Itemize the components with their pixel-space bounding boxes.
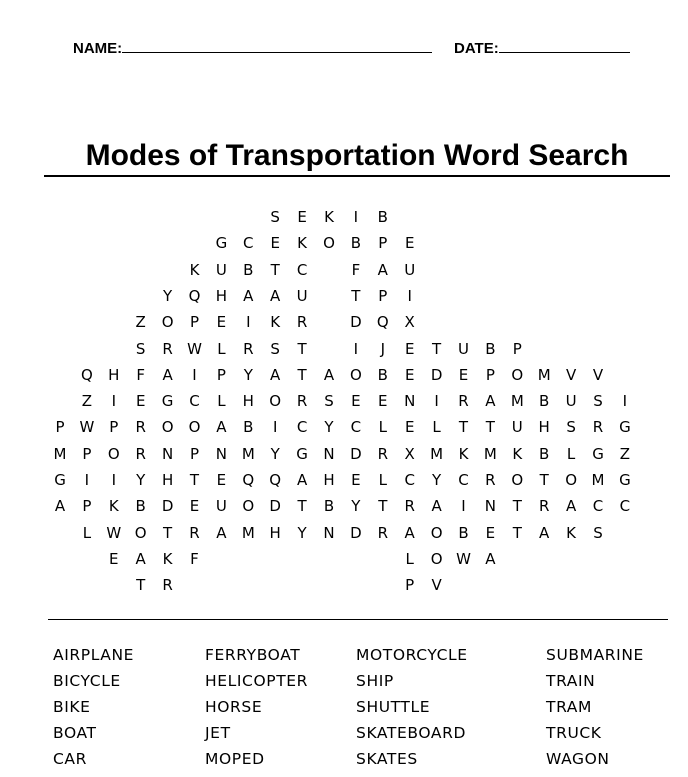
grid-letter[interactable]: O	[161, 313, 174, 332]
grid-letter[interactable]: I	[192, 365, 197, 384]
grid-letter[interactable]: K	[324, 208, 334, 226]
grid-letter[interactable]: M	[537, 365, 551, 384]
grid-letter[interactable]: S	[593, 392, 603, 411]
grid-letter[interactable]: N	[161, 444, 174, 463]
grid-letter[interactable]: C	[592, 497, 604, 516]
grid-letter[interactable]: M	[53, 444, 67, 463]
grid-letter[interactable]: M	[241, 444, 255, 463]
grid-letter[interactable]: M	[430, 444, 444, 463]
grid-letter[interactable]: S	[270, 208, 280, 226]
grid-letter[interactable]: C	[350, 418, 362, 437]
grid-letter[interactable]: D	[430, 365, 443, 384]
grid-letter[interactable]: L	[432, 418, 441, 437]
grid-letter[interactable]: C	[189, 392, 200, 411]
grid-letter[interactable]: K	[566, 523, 577, 542]
grid-letter[interactable]: L	[566, 444, 576, 463]
grid-letter[interactable]: D	[350, 313, 362, 332]
grid-letter[interactable]: O	[511, 471, 524, 489]
date-label: DATE:	[454, 38, 630, 57]
grid-letter[interactable]: K	[458, 444, 469, 463]
grid-letter[interactable]: T	[297, 497, 307, 516]
grid-letter[interactable]: R	[189, 523, 200, 542]
grid-letter[interactable]: R	[162, 339, 173, 358]
grid-letter[interactable]: F	[136, 365, 145, 384]
grid-letter[interactable]: I	[622, 392, 628, 411]
grid-letter[interactable]: T	[163, 523, 173, 542]
grid-letter[interactable]: E	[404, 339, 415, 358]
word-list-item: HORSE	[205, 698, 263, 716]
word-list-item: SHUTTLE	[356, 698, 431, 716]
grid-letter[interactable]: I	[407, 286, 412, 305]
grid-letter[interactable]: R	[296, 313, 308, 332]
grid-letter[interactable]: S	[270, 339, 280, 358]
grid-letter[interactable]: U	[458, 339, 469, 358]
grid-letter[interactable]: Q	[376, 313, 389, 332]
grid-letter[interactable]: W	[187, 339, 202, 358]
grid-letter[interactable]: R	[485, 471, 496, 489]
grid-letter[interactable]: N	[404, 392, 416, 411]
grid-letter[interactable]: G	[619, 471, 631, 489]
grid-letter[interactable]: H	[269, 523, 281, 542]
grid-letter[interactable]: R	[592, 418, 604, 437]
grid-letter[interactable]: C	[243, 234, 254, 253]
grid-letter[interactable]: A	[54, 497, 66, 516]
grid-letter[interactable]: Q	[269, 471, 282, 489]
grid-letter[interactable]: C	[404, 471, 415, 489]
grid-letter[interactable]: E	[458, 365, 469, 384]
grid-letter[interactable]: U	[511, 418, 523, 437]
grid-letter[interactable]: E	[485, 523, 496, 542]
word-list-item: TRAIN	[546, 672, 596, 690]
grid-letter[interactable]: O	[134, 523, 147, 542]
grid-letter[interactable]: A	[216, 418, 227, 437]
grid-letter[interactable]: N	[215, 444, 227, 463]
grid-letter[interactable]: A	[216, 523, 227, 542]
grid-letter[interactable]: E	[189, 497, 200, 516]
grid-letter[interactable]: P	[378, 286, 388, 305]
grid-letter[interactable]: I	[353, 208, 359, 226]
name-label: NAME:	[73, 38, 432, 57]
grid-letter[interactable]: P	[405, 576, 415, 595]
grid-letter[interactable]: Y	[351, 497, 361, 516]
grid-letter[interactable]: G	[296, 444, 308, 463]
grid-letter[interactable]: O	[161, 418, 174, 437]
word-list-item: SKATES	[356, 750, 418, 768]
grid-letter[interactable]: O	[430, 523, 443, 542]
grid-letter[interactable]: Y	[136, 471, 146, 489]
grid-letter[interactable]: S	[566, 418, 576, 437]
grid-letter[interactable]: A	[296, 471, 308, 489]
word-list-item: WAGON	[546, 750, 610, 768]
grid-letter[interactable]: Z	[619, 444, 631, 463]
grid-letter[interactable]: N	[484, 497, 496, 516]
grid-letter[interactable]: N	[323, 444, 335, 463]
grid-letter[interactable]: E	[404, 365, 415, 384]
grid-letter[interactable]: B	[539, 392, 550, 411]
grid-letter[interactable]: P	[55, 418, 65, 437]
grid-letter[interactable]: I	[461, 497, 466, 516]
word-list-item: AIRPLANE	[53, 646, 135, 664]
grid-letter[interactable]: W	[106, 523, 122, 542]
grid-letter[interactable]: U	[296, 286, 308, 305]
grid-letter[interactable]: O	[107, 444, 120, 463]
grid-letter[interactable]: O	[565, 471, 577, 489]
grid-letter[interactable]: R	[404, 497, 415, 516]
grid-letter[interactable]: D	[350, 523, 362, 542]
word-list-item: SHIP	[356, 672, 394, 690]
grid-letter[interactable]: T	[539, 471, 549, 489]
grid-letter[interactable]: R	[377, 523, 389, 542]
grid-letter[interactable]: O	[269, 392, 282, 411]
grid-letter[interactable]: R	[162, 576, 173, 595]
grid-letter[interactable]: L	[217, 339, 226, 358]
grid-letter[interactable]: H	[242, 392, 254, 411]
grid-letter[interactable]: B	[377, 365, 388, 384]
grid-letter[interactable]: H	[215, 286, 228, 305]
grid-letter[interactable]: B	[377, 208, 388, 226]
grid-letter[interactable]: N	[323, 523, 335, 542]
word-list-item: FERRYBOAT	[205, 646, 301, 664]
grid-letter[interactable]: P	[189, 444, 200, 463]
grid-letter[interactable]: B	[135, 497, 146, 516]
grid-letter[interactable]: X	[404, 313, 415, 332]
grid-letter[interactable]: P	[82, 444, 92, 463]
grid-letter[interactable]: L	[217, 392, 226, 411]
grid-letter[interactable]: U	[215, 497, 227, 516]
grid-letter[interactable]: W	[456, 549, 471, 568]
grid-letter[interactable]: Z	[135, 313, 146, 332]
grid-letter[interactable]: T	[297, 365, 307, 384]
grid-letter[interactable]: Z	[81, 392, 93, 411]
grid-letter[interactable]: T	[458, 418, 469, 437]
grid-letter[interactable]: K	[512, 444, 523, 463]
grid-letter[interactable]: B	[243, 260, 254, 279]
grid-letter[interactable]: C	[296, 418, 308, 437]
grid-letter[interactable]: Q	[242, 471, 255, 489]
grid-letter[interactable]: I	[434, 392, 439, 411]
word-list-item: SUBMARINE	[546, 646, 644, 664]
grid-letter[interactable]: V	[592, 365, 604, 384]
grid-letter[interactable]: D	[161, 497, 174, 516]
grid-letter[interactable]: C	[296, 260, 308, 279]
grid-letter[interactable]: A	[565, 497, 577, 516]
grid-letter[interactable]: I	[84, 471, 90, 489]
grid-letter[interactable]: M	[591, 471, 605, 489]
grid-letter[interactable]: U	[404, 260, 416, 279]
word-list-item: SKATEBOARD	[356, 724, 466, 742]
grid-letter[interactable]: S	[324, 392, 334, 411]
grid-letter[interactable]: A	[377, 260, 388, 279]
grid-letter[interactable]: E	[216, 313, 227, 332]
grid-letter[interactable]: O	[188, 418, 201, 437]
grid-letter[interactable]: M	[510, 392, 524, 411]
grid-letter[interactable]: T	[189, 471, 200, 489]
grid-letter[interactable]: A	[485, 392, 496, 411]
grid-letter[interactable]: R	[243, 339, 254, 358]
grid-letter[interactable]: A	[270, 286, 281, 305]
grid-letter[interactable]: B	[323, 497, 335, 516]
grid-letter[interactable]: L	[82, 523, 92, 542]
grid-letter[interactable]: E	[135, 392, 146, 411]
word-list-item: BOAT	[53, 724, 97, 742]
page-title: Modes of Transportation Word Search	[85, 139, 629, 172]
grid-letter[interactable]: K	[297, 234, 308, 253]
grid-letter[interactable]: E	[270, 234, 280, 253]
grid-letter[interactable]: A	[485, 549, 496, 568]
word-list-item: TRAM	[546, 698, 592, 716]
grid-letter[interactable]: H	[161, 471, 174, 489]
grid-letter[interactable]: U	[565, 392, 577, 411]
grid-letter[interactable]: P	[216, 365, 226, 384]
word-list-item: HELICOPTER	[205, 672, 309, 690]
grid-letter[interactable]: V	[565, 365, 577, 384]
grid-letter[interactable]: E	[216, 471, 227, 489]
grid-letter[interactable]: V	[431, 576, 442, 595]
grid-letter[interactable]: U	[215, 260, 227, 279]
grid-letter[interactable]: G	[161, 392, 174, 411]
grid-letter[interactable]: C	[458, 471, 469, 489]
word-list-item: JET	[205, 724, 231, 742]
grid-letter[interactable]: A	[162, 365, 173, 384]
grid-letter[interactable]: H	[108, 365, 120, 384]
grid-letter[interactable]: B	[243, 418, 254, 437]
grid-letter[interactable]: R	[538, 497, 550, 516]
grid-letter[interactable]: P	[485, 365, 495, 384]
grid-letter[interactable]: M	[483, 444, 497, 463]
grid-letter[interactable]: A	[431, 497, 442, 516]
grid-letter[interactable]: R	[377, 444, 389, 463]
grid-letter[interactable]: B	[350, 234, 362, 253]
grid-letter[interactable]: W	[79, 418, 95, 437]
grid-letter[interactable]: A	[135, 549, 146, 568]
grid-letter[interactable]: F	[190, 549, 199, 568]
grid-letter[interactable]: A	[539, 523, 550, 542]
grid-letter[interactable]: G	[619, 418, 631, 437]
grid-letter[interactable]: K	[189, 260, 200, 279]
grid-letter[interactable]: L	[405, 549, 414, 568]
grid-letter[interactable]: O	[349, 365, 362, 384]
grid-letter[interactable]: I	[353, 339, 359, 358]
grid-letter[interactable]: R	[135, 418, 146, 437]
grid-letter[interactable]: R	[296, 392, 308, 411]
grid-letter[interactable]: R	[135, 444, 146, 463]
grid-letter[interactable]: T	[512, 523, 522, 542]
grid-letter[interactable]: Y	[243, 365, 253, 384]
grid-letter[interactable]: E	[404, 234, 415, 253]
grid-letter[interactable]: E	[351, 392, 361, 411]
grid-letter[interactable]: T	[378, 497, 388, 516]
grid-letter[interactable]: S	[593, 523, 603, 542]
grid-letter[interactable]: I	[111, 471, 117, 489]
grid-letter[interactable]: L	[378, 471, 387, 489]
grid-letter[interactable]: Q	[80, 365, 93, 384]
word-list-item: MOPED	[205, 750, 265, 768]
grid-letter[interactable]: P	[82, 497, 92, 516]
grid-letter[interactable]: E	[351, 471, 361, 489]
grid-letter[interactable]: D	[350, 444, 362, 463]
grid-letter[interactable]: B	[458, 523, 469, 542]
grid-letter[interactable]: K	[162, 549, 173, 568]
grid-letter[interactable]: D	[269, 497, 281, 516]
grid-letter[interactable]: A	[323, 365, 335, 384]
grid-letter[interactable]: B	[485, 339, 496, 358]
grid-letter[interactable]: S	[135, 339, 146, 358]
grid-letter[interactable]: E	[404, 418, 415, 437]
word-list-item: MOTORCYCLE	[356, 646, 468, 664]
grid-letter[interactable]: G	[215, 234, 228, 253]
grid-letter[interactable]: B	[539, 444, 550, 463]
grid-letter[interactable]: M	[241, 523, 255, 542]
grid-letter[interactable]: T	[270, 260, 280, 279]
grid-letter[interactable]: T	[351, 286, 361, 305]
grid-letter[interactable]: Y	[297, 523, 307, 542]
grid-letter[interactable]: T	[297, 339, 307, 358]
grid-letter[interactable]: Y	[324, 418, 334, 437]
grid-letter[interactable]: H	[323, 471, 335, 489]
word-list-item: TRUCK	[546, 724, 602, 742]
grid-letter[interactable]: K	[108, 497, 119, 516]
grid-letter[interactable]: I	[272, 418, 278, 437]
grid-letter[interactable]: P	[109, 418, 119, 437]
grid-letter[interactable]: P	[512, 339, 522, 358]
grid-letter[interactable]: C	[619, 497, 631, 516]
grid-letter[interactable]: O	[323, 234, 335, 253]
grid-letter[interactable]: T	[485, 418, 495, 437]
grid-letter[interactable]: F	[351, 260, 361, 279]
grid-letter[interactable]: T	[512, 497, 522, 516]
grid-letter[interactable]: O	[430, 549, 443, 568]
grid-letter[interactable]: J	[380, 339, 386, 358]
grid-letter[interactable]: H	[538, 418, 550, 437]
grid-letter[interactable]: K	[270, 313, 281, 332]
grid-letter[interactable]: Y	[163, 286, 173, 305]
grid-letter[interactable]: X	[404, 444, 415, 463]
grid-letter[interactable]: P	[378, 234, 388, 253]
grid-letter[interactable]: G	[54, 471, 66, 489]
grid-letter[interactable]: Q	[188, 286, 201, 305]
grid-letter[interactable]: Y	[270, 444, 280, 463]
word-list-item: CAR	[53, 750, 87, 768]
grid-letter[interactable]: T	[136, 576, 146, 595]
grid-letter[interactable]: I	[246, 313, 251, 332]
grid-letter[interactable]: P	[189, 313, 200, 332]
grid-letter[interactable]: A	[270, 365, 281, 384]
grid-letter[interactable]: R	[458, 392, 469, 411]
grid-letter[interactable]: O	[511, 365, 524, 384]
grid-letter[interactable]: A	[404, 523, 415, 542]
divider	[48, 619, 668, 620]
word-list-item: BICYCLE	[53, 672, 121, 690]
grid-letter[interactable]: L	[378, 418, 387, 437]
grid-letter[interactable]: I	[111, 392, 117, 411]
grid-letter[interactable]: G	[592, 444, 604, 463]
grid-letter[interactable]: T	[432, 339, 442, 358]
grid-letter[interactable]: E	[109, 549, 119, 568]
word-list-item: BIKE	[53, 698, 91, 716]
grid-letter[interactable]: A	[243, 286, 254, 305]
grid-letter[interactable]: Y	[432, 471, 442, 489]
grid-letter[interactable]: E	[297, 208, 307, 226]
grid-letter[interactable]: E	[378, 392, 388, 411]
grid-letter[interactable]: O	[242, 497, 255, 516]
